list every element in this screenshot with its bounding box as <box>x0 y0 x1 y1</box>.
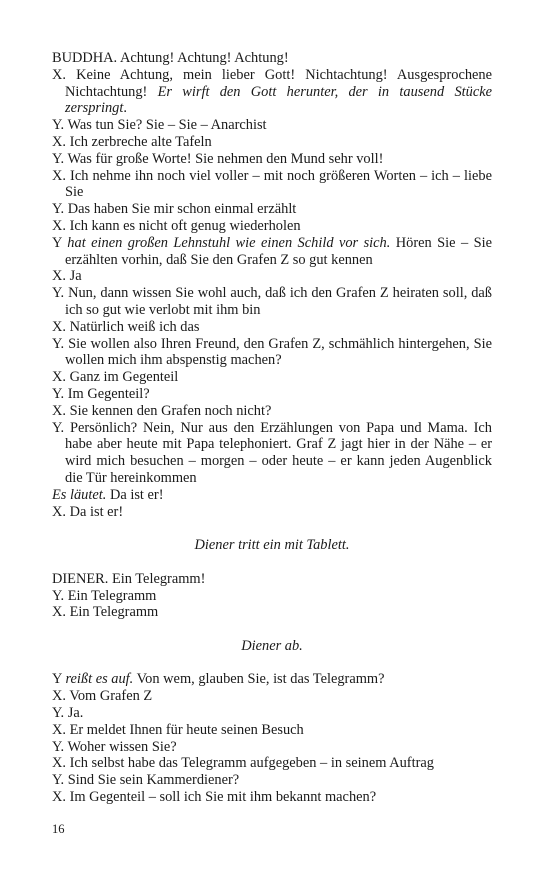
dialogue-line: DIENER. Ein Telegramm! <box>52 570 206 587</box>
dialogue-line <box>52 67 492 117</box>
speaker-tag: Y <box>52 671 66 688</box>
stage-direction: Es läutet. <box>52 486 107 503</box>
dialogue-line: Y. Das haben Sie mir schon einmal erzählt <box>52 201 297 218</box>
dialogue-line: X. Er meldet Ihnen für heute seinen Besuch <box>52 721 304 738</box>
dialogue-line: Y. Persönlich? Nein, Nur aus den Erzählungen von Papa und Mama. Ich habe aber heute mit Papa telephoniert. Graf Z jagt hier in der Nähe – er wird mich besuchen – morgen – oder heute – er kann jeden Augenblick die Tür hereinkommen <box>52 419 492 486</box>
stage-direction-centered: Diener ab. <box>241 637 303 654</box>
dialogue-line: X. Vom Grafen Z <box>52 688 153 705</box>
play-text <box>52 50 492 806</box>
dialogue-line: X. Da ist er! <box>52 503 124 520</box>
dialogue-line: Y. Sie wollen also Ihren Freund, den Grafen Z, schmählich hintergehen, Sie wollen mich ihm abspenstig machen? <box>52 335 492 369</box>
dialogue-line: Y. Nun, dann wissen Sie wohl auch, daß ich den Grafen Z heiraten soll, daß ich so gut wie verlobt mit ihm bin <box>52 285 492 318</box>
dialogue-text: . <box>123 100 127 117</box>
dialogue-text: Hören Sie – Sie erzählten vorhin, daß Sie den Grafen Z so gut kennen <box>65 234 493 268</box>
dialogue-text: Da ist er! <box>106 486 164 503</box>
dialogue-line: Y. Woher wissen Sie? <box>52 738 177 755</box>
dialogue-line: Y. Was für große Worte! Sie nehmen den Mund sehr voll! <box>52 150 384 167</box>
dialogue-line: BUDDHA. Achtung! Achtung! Achtung! <box>52 50 289 66</box>
dialogue-text: X. Keine Achtung, mein lieber Gott! Nichtachtung! Ausgesprochene Nichtachtung! <box>52 66 492 100</box>
dialogue-line: X. Ein Telegramm <box>52 604 159 621</box>
dialogue-line: Y. Was tun Sie? Sie – Sie – Anarchist <box>52 117 267 134</box>
dialogue-line <box>52 671 492 688</box>
dialogue-text: Von wem, glauben Sie, ist das Telegramm? <box>133 671 385 688</box>
stage-direction: hat einen großen Lehnstuhl wie einen Schild vor sich. <box>67 234 391 251</box>
dialogue-line: Y. Im Gegenteil? <box>52 385 150 402</box>
dialogue-line: X. Sie kennen den Grafen noch nicht? <box>52 402 272 419</box>
stage-direction: reißt es auf. <box>65 671 134 688</box>
speaker-tag: Y <box>52 234 68 251</box>
stage-direction: Er wirft den Gott herunter, der in tausend Stücke zerspringt <box>65 83 492 117</box>
page-number: 16 <box>52 822 65 836</box>
dialogue-line <box>52 487 492 504</box>
dialogue-line: X. Ich kann es nicht oft genug wiederholen <box>52 217 301 234</box>
dialogue-line: X. Ich nehme ihn noch viel voller – mit noch größeren Worten – ich – liebe Sie <box>52 167 492 201</box>
dialogue-line: Y. Ein Telegramm <box>52 587 157 604</box>
stage-direction-centered: Diener tritt ein mit Tablett. <box>194 537 350 554</box>
dialogue-line: X. Ganz im Gegenteil <box>52 369 179 386</box>
dialogue-line <box>52 235 492 269</box>
dialogue-line: X. Natürlich weiß ich das <box>52 318 200 335</box>
dialogue-line: X. Ja <box>52 268 82 285</box>
dialogue-line: X. Im Gegenteil – soll ich Sie mit ihm bekannt machen? <box>52 789 377 806</box>
dialogue-line: Y. Sind Sie sein Kammerdiener? <box>52 772 240 789</box>
dialogue-line: Y. Ja. <box>52 705 84 722</box>
dialogue-line: X. Ich zerbreche alte Tafeln <box>52 133 212 150</box>
dialogue-line: X. Ich selbst habe das Telegramm aufgegeben – in seinem Auftrag <box>52 755 434 772</box>
